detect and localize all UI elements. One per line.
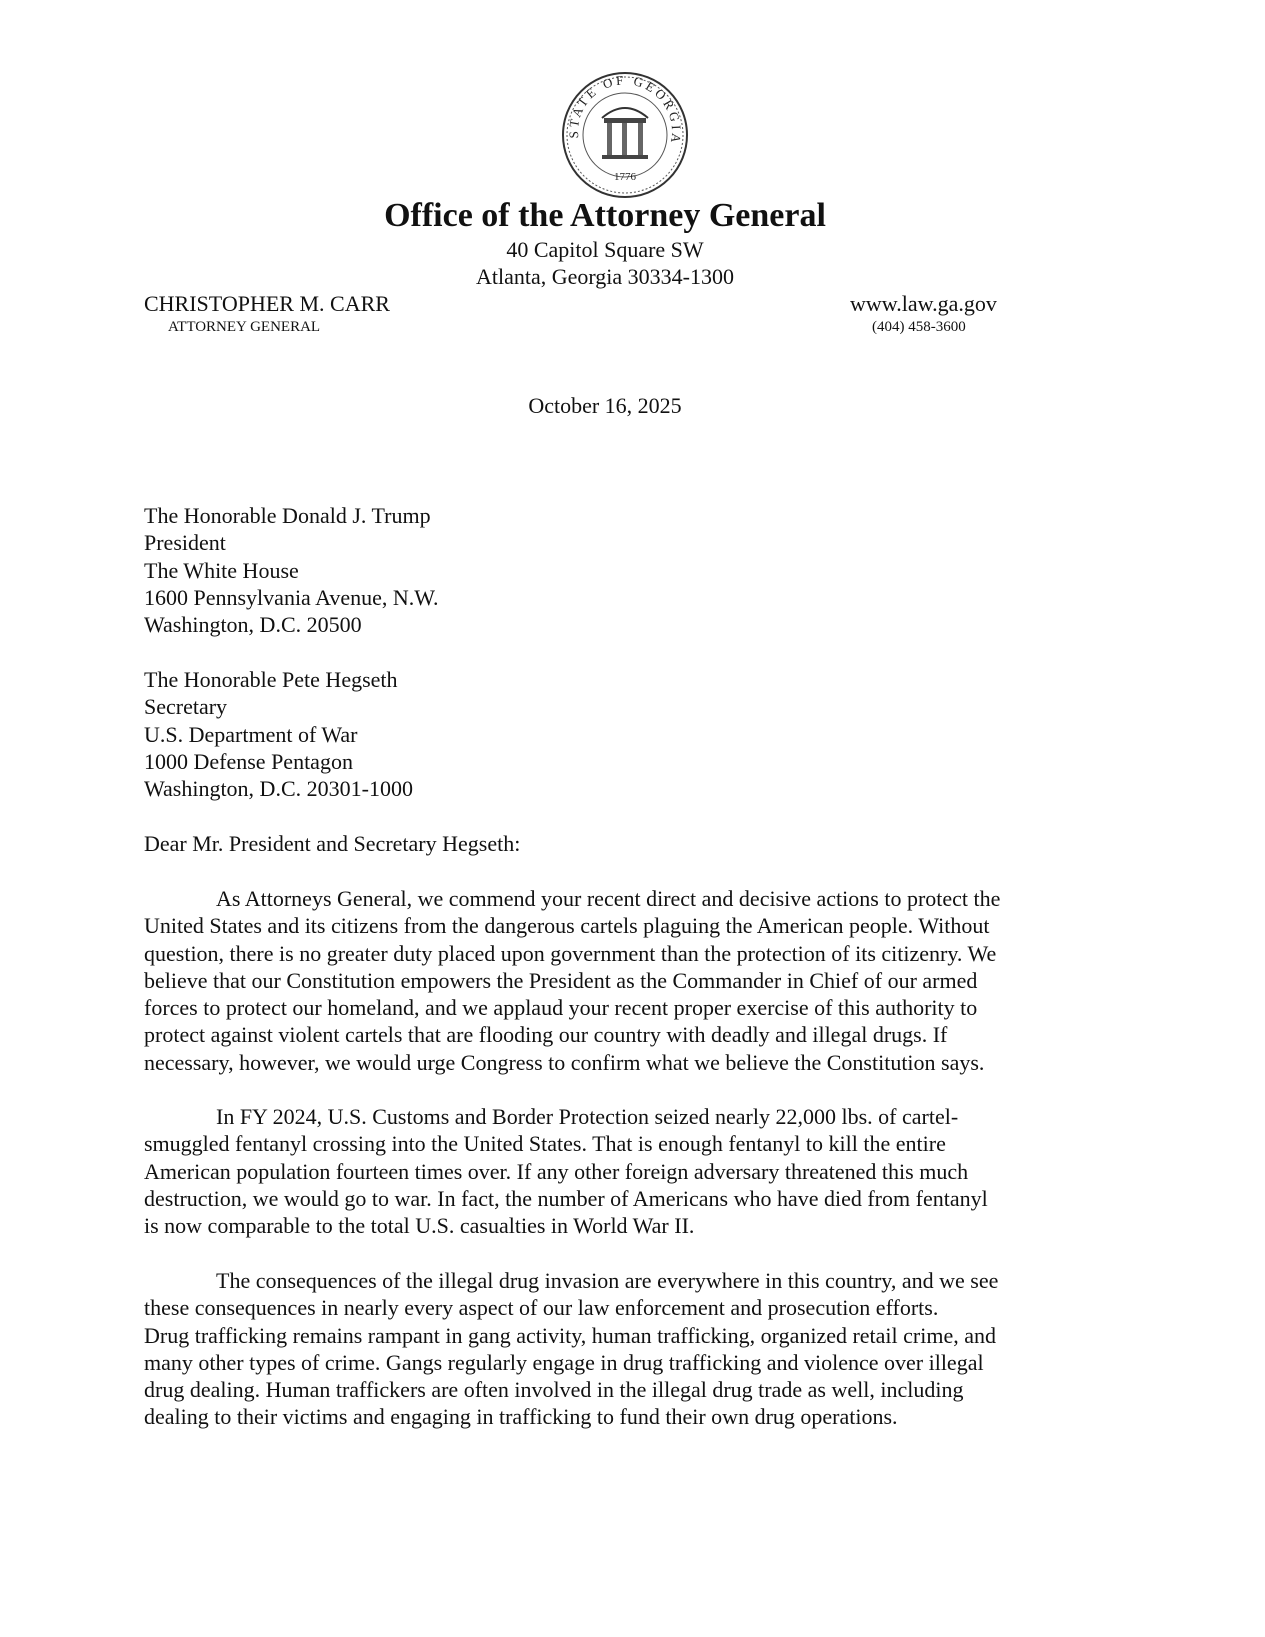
paragraph-line: believe that our Constitution empowers the President as the Commander in Chief of our armed	[144, 967, 978, 993]
recipient-block-2	[144, 666, 413, 802]
paragraph-line: forces to protect our homeland, and we applaud your recent proper exercise of this authority to	[144, 995, 978, 1021]
attorney-general-name: CHRISTOPHER M. CARR	[144, 291, 390, 316]
paragraph-line: Drug trafficking remains rampant in gang activity, human trafficking, organized retail crime, and	[144, 1322, 997, 1348]
paragraph-line: destruction, we would go to war. In fact, the number of Americans who have died from fentanyl	[144, 1185, 988, 1211]
recipient-line: President	[144, 530, 226, 556]
paragraph-line: is now comparable to the total U.S. casualties in World War II.	[144, 1213, 695, 1239]
recipient-line: U.S. Department of War	[144, 721, 358, 747]
paragraph-line: As Attorneys General, we commend your recent direct and decisive actions to protect the	[216, 886, 1001, 911]
paragraph-line: drug dealing. Human traffickers are often involved in the illegal drug trade as well, including	[144, 1377, 964, 1403]
svg-text:1776: 1776	[614, 171, 636, 183]
paragraph-line: American population fourteen times over. If any other foreign adversary threatened this much	[144, 1158, 969, 1184]
georgia-state-seal-icon	[560, 70, 690, 200]
recipient-line: The Honorable Donald J. Trump	[144, 503, 431, 528]
recipient-line: 1000 Defense Pentagon	[144, 748, 353, 774]
paragraph-line: dealing to their victims and engaging in trafficking to fund their own drug operations.	[144, 1404, 898, 1430]
paragraph-line: The consequences of the illegal drug invasion are everywhere in this country, and we see	[216, 1268, 999, 1293]
recipient-line: The White House	[144, 557, 299, 583]
paragraph-line: these consequences in nearly every aspect of our law enforcement and prosecution efforts.	[144, 1295, 939, 1321]
paragraph-line: In FY 2024, U.S. Customs and Border Protection seized nearly 22,000 lbs. of cartel-	[216, 1104, 959, 1129]
salutation: Dear Mr. President and Secretary Hegseth:	[144, 831, 521, 856]
recipient-block-1	[144, 502, 439, 638]
phone-number: (404) 458-3600	[872, 319, 966, 335]
office-address-line1: 40 Capitol Square SW	[506, 237, 704, 262]
paragraph-line: necessary, however, we would urge Congress to confirm what we believe the Constitution says.	[144, 1049, 985, 1075]
office-title: Office of the Attorney General	[384, 197, 826, 234]
attorney-general-title: ATTORNEY GENERAL	[168, 319, 321, 335]
paragraph-1	[144, 885, 1000, 1076]
paragraph-line: protect against violent cartels that are flooding our country with deadly and illegal drugs. If	[144, 1022, 948, 1048]
recipient-line: Washington, D.C. 20301-1000	[144, 776, 413, 802]
recipient-line: Secretary	[144, 694, 228, 720]
paragraph-line: United States and its citizens from the dangerous cartels plaguing the American people. Without	[144, 913, 990, 939]
paragraph-3	[144, 1267, 998, 1431]
recipient-line: 1600 Pennsylvania Avenue, N.W.	[144, 584, 439, 610]
svg-text:STATE OF GEORGIA: STATE OF GEORGIA	[565, 72, 685, 147]
office-address-line2: Atlanta, Georgia 30334-1300	[475, 264, 735, 289]
paragraph-2	[144, 1103, 988, 1239]
recipient-line: Washington, D.C. 20500	[144, 612, 362, 638]
paragraph-line: smuggled fentanyl crossing into the United States. That is enough fentanyl to kill the entire	[144, 1131, 946, 1157]
recipient-line: The Honorable Pete Hegseth	[144, 667, 398, 692]
paragraph-line: many other types of crime. Gangs regularly engage in drug trafficking and violence over illegal	[144, 1349, 984, 1375]
letter-date: October 16, 2025	[528, 393, 682, 418]
website-link[interactable]: www.law.ga.gov	[850, 291, 997, 316]
paragraph-line: question, there is no greater duty placed upon government than the protection of its citizenry. We	[144, 940, 997, 966]
